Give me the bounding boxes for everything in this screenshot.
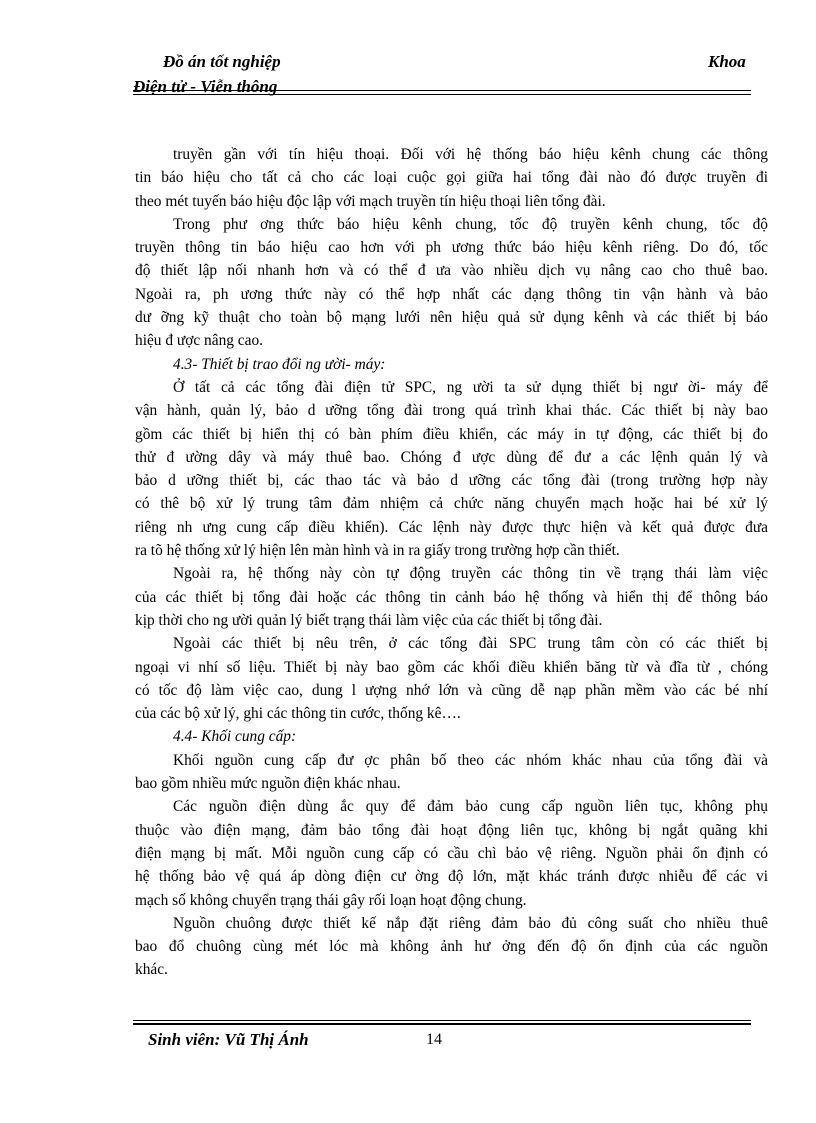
text-line: truyền thông tin báo hiệu cao hơn với ph ương thức báo hiệu kênh riêng. Do đó, tốc [135, 239, 768, 257]
text-line: bảo d ưỡng thiết bị, các thao tác và bảo d ưỡng các tổng đài (trong trường hợp này [135, 472, 768, 490]
text-line: Ở tất cả các tổng đài điện tử SPC, ng ười ta sử dụng thiết bị ngư ời- máy để [173, 378, 768, 396]
text-line: vận hành, quản lý, bảo d ưỡng tổng đài trong quá trình khai thác. Các thiết bị này bao [135, 402, 768, 420]
text-line: thử đ ường dây và máy thuê bao. Chóng đ ược dùng để đư a các lệnh quản lý và [135, 448, 768, 466]
text-line: ngoại vi nhí số liệu. Thiết bị này bao gồm các khối điều khiển băng từ và đĩa từ , chóng [135, 658, 768, 676]
text-line: dư ỡng kỹ thuật cho toàn bộ mạng lưới nên hiệu quả sử dụng kênh và các thiết bị báo [135, 309, 768, 327]
header-department: Điện tử - Viễn thông [133, 77, 278, 96]
text-line: của các thiết bị tổng đài hoặc các thông tin cảnh báo hệ thống và hiển thị để thông báo [135, 588, 768, 606]
text-line: Trong phư ơng thức báo hiệu kênh chung, tốc độ truyền kênh chung, tốc độ [173, 215, 768, 233]
text-line: theo mét tuyến báo hiệu độc lập với mạch truyền tín hiệu thoại liên tổng đài. [135, 192, 606, 210]
text-line: kịp thời cho ng ười quản lý biết trạng thái làm việc của các thiết bị tổng đài. [135, 611, 603, 629]
text-line: hiệu đ ược nâng cao. [135, 332, 264, 350]
page-number: 14 [426, 1031, 442, 1048]
text-line: mạch số không chuyển trạng thái gây rối loạn hoạt động chung. [135, 891, 527, 909]
text-line: có tốc độ làm việc cao, dung l ượng nhớ lớn và cũng dễ nạp phần mềm vào các bé nhí [135, 681, 768, 699]
text-line: điện mạng bị mất. Mỗi nguồn cung cấp có cầu chì bảo vệ riêng. Nguồn phải ổn định có [135, 844, 768, 862]
section-heading: 4.3- Thiết bị trao đổi ng ười- máy: [173, 355, 386, 373]
header-rule [133, 90, 751, 95]
text-line: Các nguồn điện dùng ắc quy để đảm bảo cung cấp nguồn liên tục, không phụ [173, 798, 768, 816]
header-faculty: Khoa [708, 52, 746, 71]
text-line: gồm các thiết bị hiển thị có bàn phím điều khiển, các máy in tự động, các thiết bị đo [135, 425, 768, 443]
text-line: bao đổ chuông cùng mét lóc mà không ảnh hư ởng đến độ ổn định của các nguồn [135, 938, 768, 956]
text-line: Khối nguồn cung cấp đư ợc phân bố theo các nhóm khác nhau của tổng đài và [173, 751, 768, 769]
text-line: độ thiết lập nối nhanh hơn và có thể đ ưa vào nhiều dịch vụ nâng cao cho thuê bao. [135, 262, 768, 280]
text-line: của các bộ xử lý, ghi các thông tin cước, thống kê…. [135, 705, 461, 723]
page-body [135, 143, 768, 982]
text-line: khác. [135, 961, 168, 979]
text-line: thuộc vào điện mạng, đảm bảo tổng đài hoạt động liên tục, không bị ngắt quãng khi [135, 821, 768, 839]
text-line: Ngoài các thiết bị nêu trên, ở các tổng đài SPC trung tâm còn có các thiết bị [173, 635, 768, 653]
footer-rule [133, 1020, 751, 1025]
text-line: ra tõ hệ thống xử lý hiện lên màn hình và in ra giấy trong trường hợp cần thiết. [135, 542, 620, 560]
text-line: bao gồm nhiều mức nguồn điện khác nhau. [135, 775, 401, 793]
text-line: Nguồn chuông được thiết kế nắp đặt riêng đảm bảo đủ công suất cho nhiều thuê [173, 914, 768, 932]
text-line: riêng nh ưng cung cấp điều khiển). Các lệnh này được thực hiện và kết quả được đưa [135, 518, 768, 536]
text-line: Ngoài ra, hệ thống này còn tự động truyền các thông tin về trạng thái làm việc [173, 565, 768, 583]
section-heading: 4.4- Khối cung cấp: [173, 728, 297, 746]
footer-student-name: Sinh viên: Vũ Thị Ánh [148, 1030, 309, 1049]
text-line: có thê bộ xử lý trung tâm đảm nhiệm cả chức năng chuyển mạch hoặc hai bé xử lý [135, 495, 768, 513]
text-line: tin báo hiệu cho tất cả cho các loại cuộc gọi giữa hai tổng đài nào đó được truyền đi [135, 169, 768, 187]
text-line: Ngoài ra, ph ương thức này có thể hợp nhất các dạng thông tin vận hành và bảo [135, 285, 768, 303]
text-line: hệ thống bảo vệ quá áp dòng điện cư ờng độ lớn, mặt khác tránh được nhiễu để các vi [135, 868, 768, 886]
header-document-title: Đồ án tốt nghiệp [163, 52, 281, 71]
text-line: truyền gần với tín hiệu thoại. Đối với hệ thống báo hiệu kênh chung các thông [173, 146, 768, 163]
